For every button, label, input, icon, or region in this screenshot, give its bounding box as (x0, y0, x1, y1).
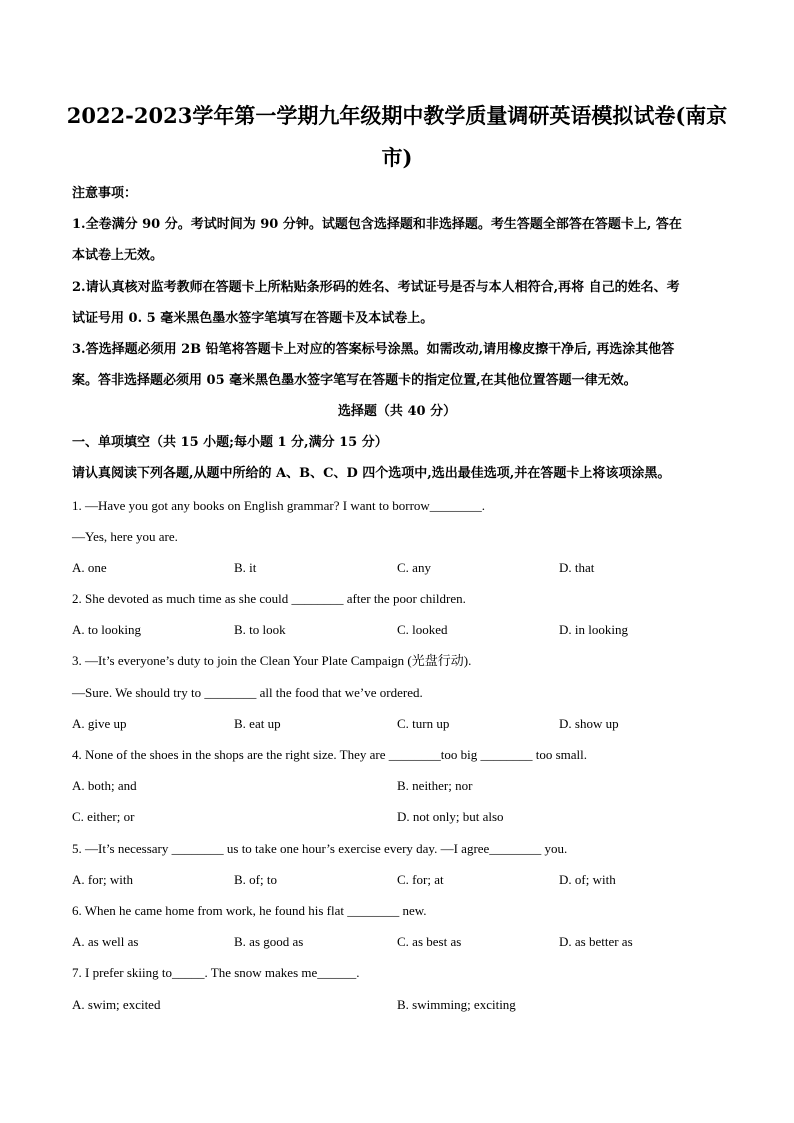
option-b: B. as good as (234, 934, 304, 949)
question-text: —Yes, here you are. (72, 529, 178, 544)
question-text: 1. —Have you got any books on English grammar? I want to borrow________. (72, 498, 486, 513)
option-c: C. for; at (397, 872, 444, 887)
option-c: C. any (397, 560, 431, 575)
notice-line: 案。答非选择题必须用 05 毫米黑色墨水签字笔写在答题卡的指定位置,在其他位置答题一律无效。 (72, 373, 637, 388)
option-c: C. turn up (397, 716, 450, 731)
option-a: A. as well as (72, 934, 139, 949)
option-d: D. not only; but also (397, 809, 504, 824)
option-a: A. one (72, 560, 107, 575)
option-d: D. in looking (559, 622, 628, 637)
question-text: 2. She devoted as much time as she could ________ after the poor children. (72, 591, 466, 606)
option-c: C. as best as (397, 934, 462, 949)
option-b: B. swimming; exciting (397, 997, 516, 1012)
option-a: A. to looking (72, 622, 141, 637)
option-b: B. it (234, 560, 257, 575)
question-text: —Sure. We should try to ________ all the food that we’ve ordered. (72, 685, 423, 700)
option-d: D. as better as (559, 934, 633, 949)
question-text: 3. —It’s everyone’s duty to join the Clean Your Plate Campaign (光盘行动). (72, 653, 472, 668)
question-text: 7. I prefer skiing to_____. The snow makes me______. (72, 965, 360, 980)
instruction: 请认真阅读下列各题,从题中所给的 A、B、C、D 四个选项中,选出最佳选项,并在答题卡上将该项涂黑。 (72, 466, 671, 481)
option-a: A. give up (72, 716, 127, 731)
option-d: D. of; with (559, 872, 616, 887)
option-b: B. of; to (234, 872, 277, 887)
notice-line: 2.请认真核对监考教师在答题卡上所粘贴条形码的姓名、考试证号是否与本人相符合,再将 自己的姓名、考 (72, 280, 680, 295)
option-c: C. looked (397, 622, 448, 637)
question-text: 6. When he came home from work, he found his flat ________ new. (72, 903, 427, 918)
exam-title-line2: 市) (381, 145, 413, 170)
option-a: A. swim; excited (72, 997, 161, 1012)
question-text: 5. —It’s necessary ________ us to take one hour’s exercise every day. —I agree________ you. (72, 841, 568, 856)
option-c: C. either; or (72, 809, 135, 824)
notice-line: 3.答选择题必须用 2B 铅笔将答题卡上对应的答案标号涂黑。如需改动,请用橡皮擦干净后, 再选涂其他答 (72, 342, 675, 357)
notice-heading: 注意事项： (72, 186, 138, 201)
notice-line: 试证号用 0. 5 毫米黑色墨水签字笔填写在答题卡及本试卷上。 (72, 311, 434, 326)
exam-title-line1: 2022-2023学年第一学期九年级期中教学质量调研英语模拟试卷(南京 (66, 103, 728, 128)
part-title: 一、单项填空（共 15 小题;每小题 1 分,满分 15 分） (72, 435, 388, 450)
notice-line: 本试卷上无效。 (72, 248, 164, 263)
option-d: D. that (559, 560, 595, 575)
option-b: B. eat up (234, 716, 281, 731)
option-b: B. to look (234, 622, 286, 637)
option-b: B. neither; nor (397, 778, 473, 793)
option-a: A. for; with (72, 872, 134, 887)
question-text: 4. None of the shoes in the shops are the right size. They are ________too big ________ too small. (72, 747, 587, 762)
section-title: 选择题（共 40 分） (337, 404, 457, 419)
option-a: A. both; and (72, 778, 137, 793)
notice-line: 1.全卷满分 90 分。考试时间为 90 分钟。试题包含选择题和非选择题。考生答题全部答在答题卡上, 答在 (72, 217, 682, 232)
option-d: D. show up (559, 716, 619, 731)
